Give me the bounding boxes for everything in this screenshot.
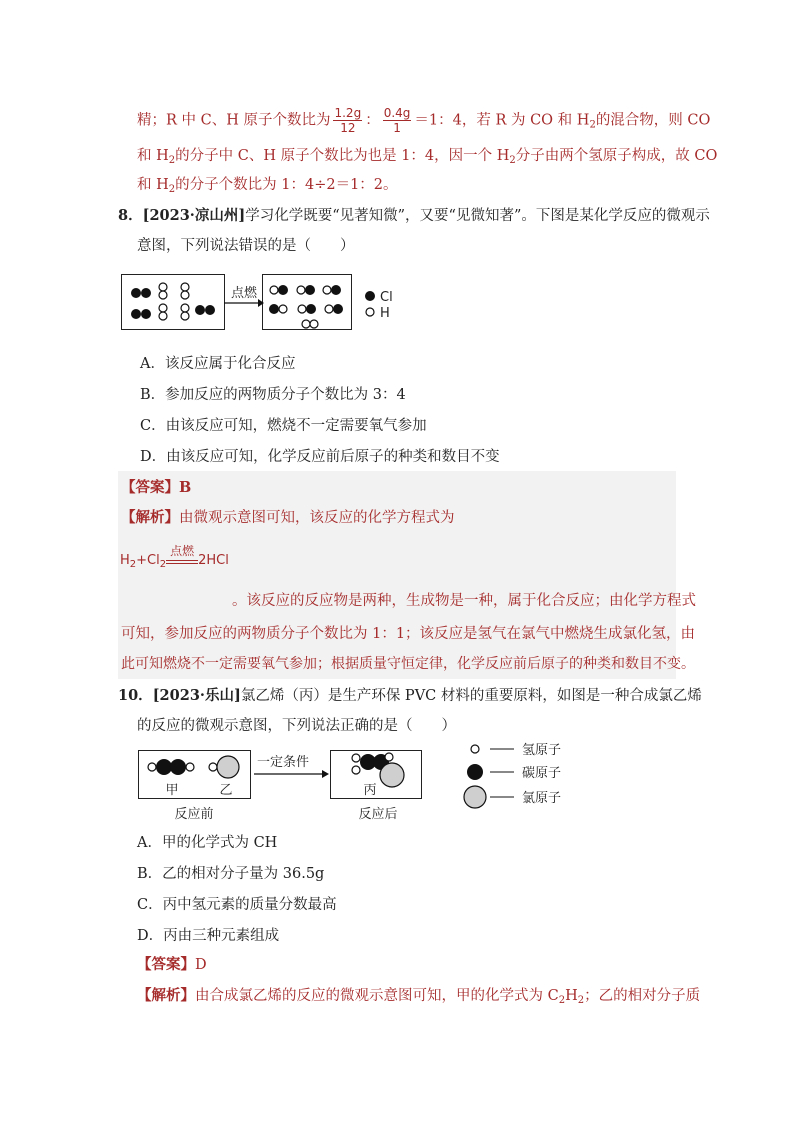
q8-answer: 【答案】B xyxy=(121,479,192,496)
c2h2-molecule xyxy=(148,759,194,775)
hcl-molecule xyxy=(325,304,343,314)
c2h3cl-molecule xyxy=(352,753,404,787)
q10-arrow-label: 一定条件 xyxy=(256,755,310,770)
hcl-molecule xyxy=(298,304,316,314)
q8-diagram xyxy=(118,270,408,336)
legend-h-label: H xyxy=(380,306,390,321)
label-jia: 甲 xyxy=(165,783,179,798)
q8-option-b: B．参加反应的两物质分子个数比为 3：4 xyxy=(140,387,406,403)
legend-h-dot xyxy=(471,745,479,753)
q8-analysis-line-4: 此可知燃烧不一定需要氧气参加；根据质量守恒定律，化学反应前后原子的种类和数目不变。 xyxy=(121,656,695,672)
q10-option-a: A．甲的化学式为 CH xyxy=(137,835,278,851)
prev-analysis-line-1: 精；R 中 C、H 原子个数比为 $\frac{1.2g}{12}$ ： $\frac{0.4g}{1}$ ＝1：4，若 R 为 CO 和 $H_2$的混合物，则 CO xyxy=(137,106,711,135)
legend-cl-label: Cl xyxy=(380,290,393,305)
h2-molecule xyxy=(159,283,167,299)
q8-option-a: A．该反应属于化合反应 xyxy=(140,356,296,372)
q8-analysis-line-3: 可知，参加反应的两物质分子个数比为 1：1；该反应是氢气在氯气中燃烧生成氯化氢，由 xyxy=(121,626,696,642)
q8-stem-line-2: 意图，下列说法错误的是（ ） xyxy=(137,238,355,254)
label-after: 反应后 xyxy=(358,807,398,822)
prev-analysis-line-3: 和 $H_2$的分子个数比为 1：4÷2＝1：2。 xyxy=(137,177,398,195)
fraction-1: $\frac{1.2g}{12}$ xyxy=(334,106,362,135)
q8-analysis-line-1: 【解析】由微观示意图可知，该反应的化学方程式为 xyxy=(121,509,455,526)
label-before: 反应前 xyxy=(174,807,214,822)
q8-option-c: C．由该反应可知，燃烧不一定需要氧气参加 xyxy=(140,418,427,434)
hcl-molecule xyxy=(269,304,287,314)
legend-h-dot xyxy=(366,308,374,316)
fraction-2: $\frac{0.4g}{1}$ xyxy=(383,106,411,135)
legend-c-label: 碳原子 xyxy=(522,766,562,781)
q10-option-c: C．丙中氢元素的质量分数最高 xyxy=(137,897,337,913)
legend-cl-label: 氯原子 xyxy=(522,791,562,806)
legend-cl-dot xyxy=(365,291,375,301)
hcl-molecule xyxy=(297,285,315,295)
q10-option-b: B．乙的相对分子量为 36.5g xyxy=(137,866,325,882)
hcl-molecule xyxy=(209,756,239,778)
legend-h-label: 氢原子 xyxy=(522,743,562,758)
q10-diagram xyxy=(130,740,590,826)
q8-equation: $H_2+Cl_2$ 点燃 2HCl xyxy=(120,544,229,570)
q8-analysis-line-2: 。该反应的反应物是两种，生成物是一种，属于化合反应；由化学方程式 xyxy=(232,593,696,609)
prev-analysis-line-2: 和 $H_2$的分子中 C、H 原子个数比为也是 1：4，因一个 $H_2$分子由两个氢原子构成，故 CO xyxy=(137,148,718,166)
h2-molecule xyxy=(181,304,189,320)
equation-condition: 点燃 xyxy=(166,554,198,564)
label-yi: 乙 xyxy=(219,783,233,798)
legend-c-dot xyxy=(467,764,483,780)
h2-molecule xyxy=(159,304,167,320)
q8-option-d: D．由该反应可知，化学反应前后原子的种类和数目不变 xyxy=(140,449,500,465)
q10-option-d: D．丙由三种元素组成 xyxy=(137,928,280,944)
h2-molecule xyxy=(302,320,318,328)
hcl-molecule xyxy=(270,285,288,295)
q10-analysis-line-1: 【解析】由合成氯乙烯的反应的微观示意图可知，甲的化学式为 $C_2H_2$；乙的相对分子质 xyxy=(137,987,701,1006)
q10-answer: 【答案】D xyxy=(137,956,207,973)
q8-answer-panel xyxy=(118,471,676,679)
q8-arrow-label: 点燃 xyxy=(230,286,258,301)
q10-stem-line-1: 10．[2023·乐山]氯乙烯（丙）是生产环保 PVC 材料的重要原料，如图是一种合成氯乙烯 xyxy=(118,687,702,704)
cl2-molecule xyxy=(131,288,151,298)
label-bing: 丙 xyxy=(363,783,377,798)
hcl-molecule xyxy=(323,285,341,295)
cl2-molecule xyxy=(131,309,151,319)
legend-cl-dot xyxy=(464,786,486,808)
q10-stem-line-2: 的反应的微观示意图，下列说法正确的是（ ） xyxy=(137,718,456,734)
cl2-molecule xyxy=(195,305,215,315)
q8-stem-line-1: 8．[2023·凉山州]学习化学既要“见著知微”，又要“见微知著”。下图是某化学反应的微观示 xyxy=(118,207,710,224)
h2-molecule xyxy=(181,283,189,299)
